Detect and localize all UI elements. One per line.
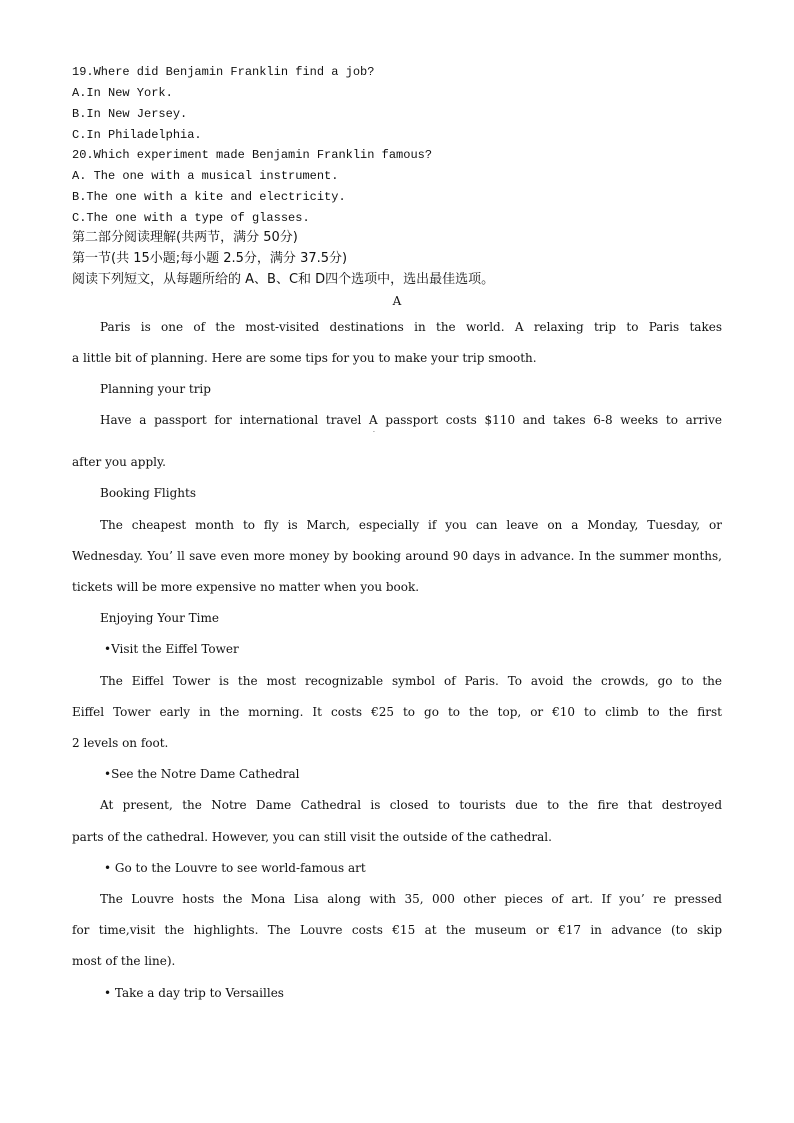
planning-line-1: Have a passport for international travel A passport costs $110 and takes 6-8 weeks to arrive [100, 413, 722, 427]
question-20-stem: 20.Which experiment made Benjamin Franklin famous? [72, 148, 433, 162]
heading-planning: Planning your trip [100, 382, 211, 396]
question-19-option-b: B.In New Jersey. [72, 107, 188, 121]
eiffel-line-1: The Eiffel Tower is the most recognizable symbol of Paris. To avoid the crowds, go to the [100, 674, 722, 688]
notre-line-1: At present, the Notre Dame Cathedral is closed to tourists due to the fire that destroyed [100, 798, 722, 812]
question-20-option-c: C.The one with a type of glasses. [72, 211, 310, 225]
louvre-line-3: most of the line). [72, 954, 176, 968]
bullet-eiffel: •Visit the Eiffel Tower [104, 642, 239, 656]
intro-line-2: a little bit of planning. Here are some tips for you to make your trip smooth. [72, 351, 537, 365]
heading-enjoying: Enjoying Your Time [100, 611, 219, 625]
eiffel-line-2: Eiffel Tower early in the morning. It costs €25 to go to the top, or €10 to climb to the first [72, 705, 722, 719]
booking-line-3: tickets will be more expensive no matter when you book. [72, 580, 420, 594]
bullet-versailles: • Take a day trip to Versailles [104, 986, 284, 1000]
passage-label: A [392, 294, 402, 308]
instruction: 阅读下列短文，从每题所给的 A、B、C和 D四个选项中，选出最佳选项。 [72, 272, 495, 287]
eiffel-line-3: 2 levels on foot. [72, 736, 169, 750]
heading-booking: Booking Flights [100, 486, 196, 500]
bullet-notre-dame: •See the Notre Dame Cathedral [104, 767, 300, 781]
section-subtitle: 第一节(共 15小题;每小题 2.5分，满分 37.5分) [72, 251, 348, 266]
question-19-option-a: A.In New York. [72, 86, 173, 100]
question-19-option-c: C.In Philadelphia. [72, 128, 202, 142]
booking-line-2: Wednesday. You’ ll save even more money by booking around 90 days in advance. In the summer months, [72, 549, 722, 563]
planning-line-2: after you apply. [72, 455, 166, 469]
part-title: 第二部分阅读理解(共两节，满分 50分) [72, 230, 298, 245]
notre-line-2: parts of the cathedral. However, you can still visit the outside of the cathedral. [72, 830, 552, 844]
question-20-option-b: B.The one with a kite and electricity. [72, 190, 346, 204]
stray-dot: · [373, 429, 375, 436]
louvre-line-1: The Louvre hosts the Mona Lisa along with 35, 000 other pieces of art. If you’ re pressed [100, 892, 722, 906]
question-20-option-a: A. The one with a musical instrument. [72, 169, 339, 183]
bullet-louvre: • Go to the Louvre to see world-famous art [104, 861, 366, 875]
question-19-stem: 19.Where did Benjamin Franklin find a job? [72, 65, 375, 79]
louvre-line-2: for time,visit the highlights. The Louvre costs €15 at the museum or €17 in advance (to skip [72, 923, 722, 937]
intro-line-1: Paris is one of the most-visited destinations in the world. A relaxing trip to Paris takes [100, 320, 722, 334]
booking-line-1: The cheapest month to fly is March, especially if you can leave on a Monday, Tuesday, or [100, 518, 722, 532]
